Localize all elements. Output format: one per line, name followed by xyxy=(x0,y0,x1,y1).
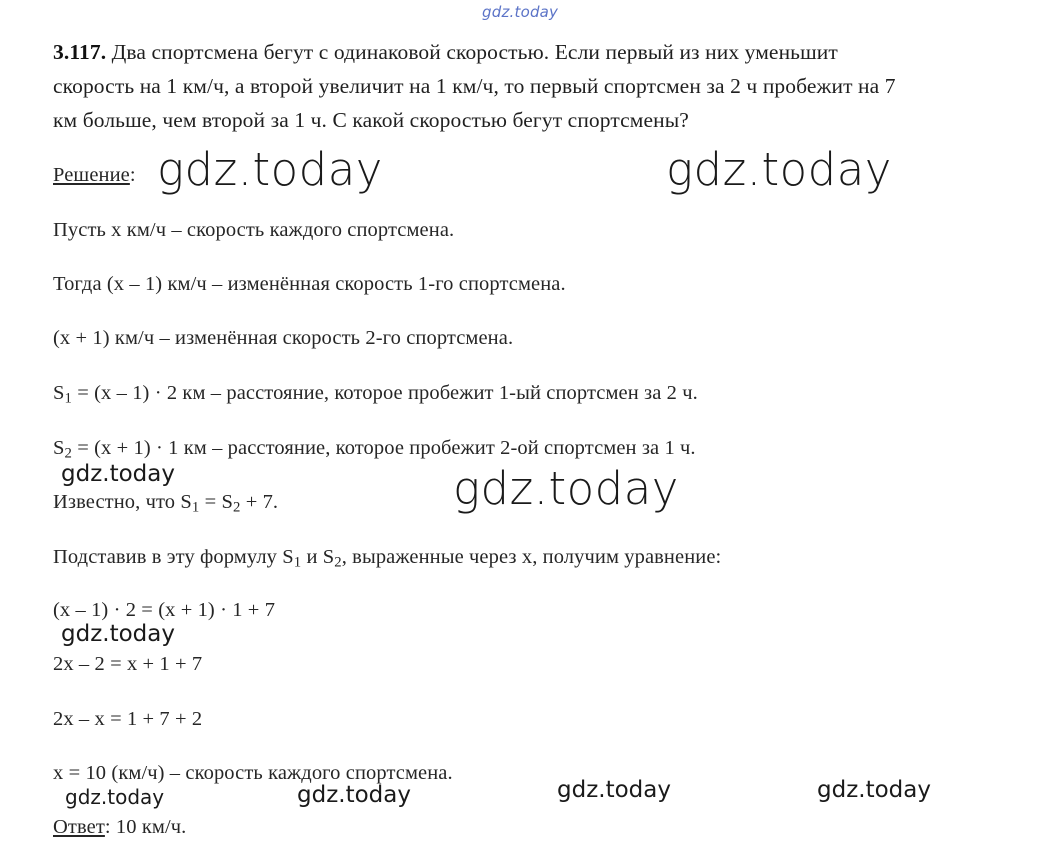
s1-definition xyxy=(53,381,698,405)
substitute-pre: Подставив в эту формулу S xyxy=(53,546,294,568)
problem-line-2: скорость на 1 км/ч, а второй увеличит на 1 км/ч, то первый спортсмен за 2 ч пробежит на 7 xyxy=(53,74,896,98)
watermark-top: gdz.today xyxy=(482,3,559,21)
watermark-left-2: gdz.today xyxy=(61,621,175,647)
answer-text: : 10 км/ч. xyxy=(104,816,187,838)
solution-line-3: (х + 1) км/ч – изменённая скорость 2-го спортсмена. xyxy=(53,327,514,349)
known-mid: = S xyxy=(199,491,233,513)
substitute-mid: и S xyxy=(301,546,335,568)
known-pre: Известно, что S xyxy=(53,491,192,513)
substitute-post: , выраженные через х, получим уравнение: xyxy=(341,546,722,568)
substitute-line xyxy=(53,545,721,569)
s2-definition xyxy=(53,436,696,460)
answer-label: Ответ xyxy=(53,816,105,838)
s1-symbol: S xyxy=(53,382,65,404)
s2-symbol: S xyxy=(53,437,65,459)
solution-colon: : xyxy=(129,164,136,186)
s1-text: = (х – 1) · 2 км – расстояние, которое пробежит 1-ый спортсмен за 2 ч. xyxy=(72,382,698,404)
substitute-sub2: 2 xyxy=(334,554,342,571)
equation-1: (х – 1) · 2 = (х + 1) · 1 + 7 xyxy=(53,599,276,621)
s1-subscript: 1 xyxy=(64,390,72,407)
known-post: + 7. xyxy=(240,491,279,513)
problem-line-1 xyxy=(53,40,838,64)
substitute-sub1: 1 xyxy=(293,554,302,571)
solution-label: Решение xyxy=(53,164,130,186)
watermark-big-3: gdz.today xyxy=(453,462,679,515)
problem-number: 3.117. xyxy=(53,40,107,64)
watermark-big-1: gdz.today xyxy=(157,143,383,196)
known-sub1: 1 xyxy=(191,499,200,516)
solution-heading xyxy=(53,163,136,187)
watermark-big-2: gdz.today xyxy=(666,143,892,196)
known-sub2: 2 xyxy=(232,499,241,516)
watermark-bottom-4: gdz.today xyxy=(817,777,931,803)
s2-text: = (х + 1) · 1 км – расстояние, которое пробежит 2-ой спортсмен за 1 ч. xyxy=(72,437,696,459)
problem-line-3: км больше, чем второй за 1 ч. С какой скоростью бегут спортсмены? xyxy=(53,108,689,132)
watermark-bottom-1: gdz.today xyxy=(65,785,165,809)
equation-2: 2х – 2 = х + 1 + 7 xyxy=(53,653,203,675)
solution-line-1: Пусть х км/ч – скорость каждого спортсмена. xyxy=(53,219,455,241)
equation-4: х = 10 (км/ч) – скорость каждого спортсмена. xyxy=(53,762,453,784)
s2-subscript: 2 xyxy=(64,445,72,462)
watermark-bottom-2: gdz.today xyxy=(297,782,411,808)
solution-line-2: Тогда (х – 1) км/ч – изменённая скорость 1-го спортсмена. xyxy=(53,273,566,295)
answer-line xyxy=(53,815,186,839)
watermark-bottom-3: gdz.today xyxy=(557,777,671,803)
known-relation xyxy=(53,490,278,514)
watermark-left-1: gdz.today xyxy=(61,461,175,487)
equation-3: 2х – х = 1 + 7 + 2 xyxy=(53,708,203,730)
problem-text-1: Два спортсмена бегут с одинаковой скоростью. Если первый из них уменьшит xyxy=(106,40,838,64)
